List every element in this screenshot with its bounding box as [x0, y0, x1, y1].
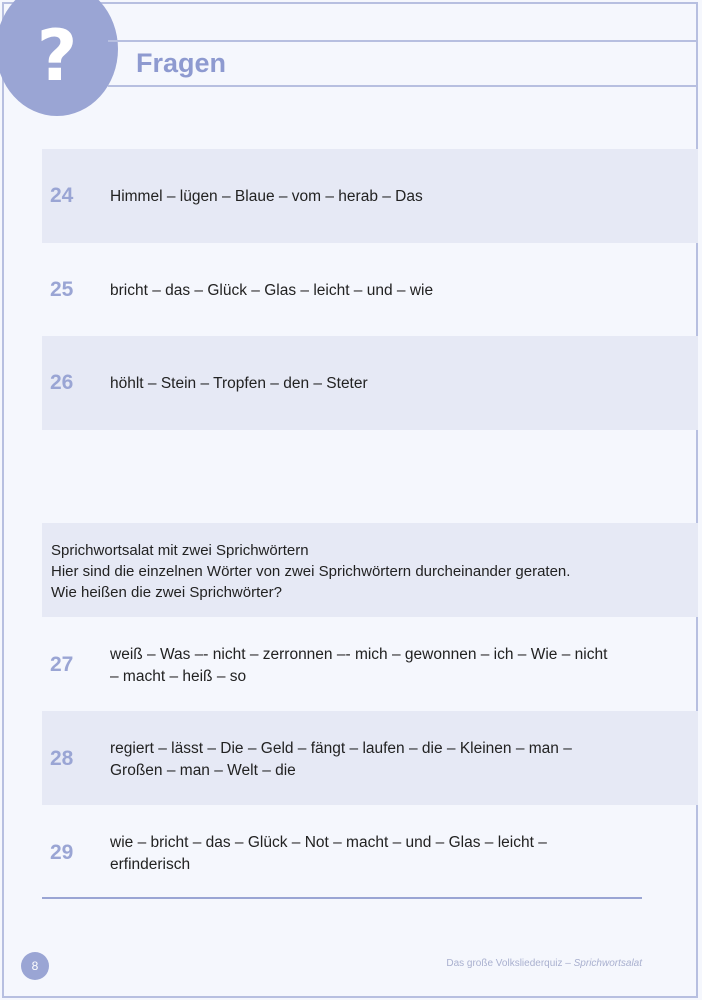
question-row: [42, 617, 698, 711]
question-text: bricht – das – Glück – Glas – leicht – und – wie: [110, 282, 434, 299]
question-text-line1: weiß – Was –- nicht – zerronnen –- mich – gewonnen – ich – Wie – nicht: [110, 646, 608, 663]
header-rule-top: [108, 40, 698, 42]
question-text-line2: erfinderisch: [110, 856, 191, 873]
footer-caption: [446, 958, 642, 969]
question-row: [42, 336, 698, 430]
question-row: [42, 804, 698, 898]
question-number: 29: [50, 841, 74, 864]
question-number: 25: [50, 278, 74, 301]
instruction-text: Hier sind die einzelnen Wörter von zwei Sprichwörtern durcheinander geraten.: [51, 563, 571, 580]
question-row: [42, 711, 698, 805]
instruction-heading: Sprichwortsalat mit zwei Sprichwörtern: [51, 542, 309, 559]
footer-book-title: Das große Volksliederquiz –: [446, 958, 571, 969]
page-number: 8: [31, 959, 39, 973]
question-number: 28: [50, 747, 74, 770]
instruction-question: Wie heißen die zwei Sprichwörter?: [51, 584, 282, 601]
question-text: höhlt – Stein – Tropfen – den – Steter: [110, 375, 368, 392]
page-number-badge: [21, 952, 49, 980]
question-text-line1: wie – bricht – das – Glück – Not – macht – und – Glas – leicht –: [110, 834, 547, 851]
question-number: 27: [50, 653, 74, 676]
instruction-box: [42, 523, 698, 617]
question-text: Himmel – lügen – Blaue – vom – herab – Das: [110, 188, 423, 205]
bottom-divider: [42, 897, 642, 899]
question-number: 24: [50, 184, 74, 207]
question-row: [42, 149, 698, 243]
footer-section: Sprichwortsalat: [573, 958, 642, 969]
question-text-line1: regiert – lässt – Die – Geld – fängt – laufen – die – Kleinen – man –: [110, 740, 572, 757]
question-text-line2: Großen – man – Welt – die: [110, 762, 296, 779]
question-row: [42, 243, 698, 337]
question-number: 26: [50, 371, 74, 394]
header-rule-bottom: [108, 85, 698, 87]
question-text-line2: – macht – heiß – so: [110, 668, 247, 685]
question-mark-icon: ?: [36, 15, 78, 97]
page-title: Fragen: [136, 48, 227, 78]
